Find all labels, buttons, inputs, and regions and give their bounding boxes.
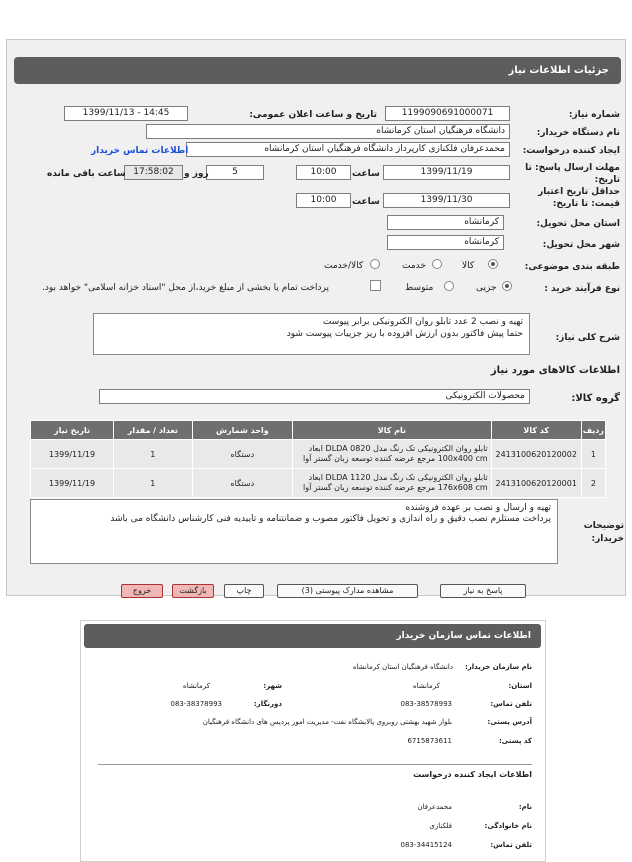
creator-name: محمدعرفان	[417, 803, 452, 811]
item-date: 1399/11/19	[31, 469, 114, 498]
process-partial-label: جزیی	[476, 283, 497, 293]
treasury-payment-note: پرداخت تمام یا بخشی از مبلغ خرید،از محل "اسناد خزانه اسلامی" خواهد بود.	[42, 283, 330, 293]
contact-postal: 6715873611	[407, 737, 452, 745]
category-service-label: خدمت	[402, 261, 426, 271]
validity-label: حداقل تاریخ اعتبار قیمت: تا تاریخ:	[538, 187, 620, 209]
deadline-label: مهلت ارسال پاسخ: تا تاریخ:	[525, 163, 620, 185]
col-code: کد کالا	[491, 421, 581, 440]
creator-label: ایجاد کننده درخواست:	[522, 146, 620, 156]
col-date: تاریخ نیاز	[31, 421, 114, 440]
contact-card-title: اطلاعات تماس سازمان خریدار	[84, 624, 541, 648]
contact-org-label: نام سازمان خریدار:	[464, 663, 532, 671]
table-row	[31, 440, 606, 469]
contact-address-label: آدرس پستی:	[487, 718, 532, 726]
validity-time-label: ساعت	[352, 197, 380, 207]
validity-time-field: 10:00	[296, 193, 351, 208]
days-label: روز و	[184, 169, 209, 179]
attachments-button[interactable]: مشاهده مدارک پیوستی (3)	[277, 584, 418, 598]
creator-name-label: نام:	[518, 803, 532, 811]
items-table-header	[31, 421, 606, 440]
process-medium-radio[interactable]	[444, 281, 454, 291]
contact-fax: 083-38378993	[170, 700, 222, 708]
summary-line-1: تهیه و نصب 2 عدد تابلو روان الکترونیکی برابر پیوست	[322, 317, 523, 327]
item-name-line-2: 100x400 cm مرجع عرضه کننده توسعه زبان گستر آوا	[303, 454, 488, 463]
province-label: استان محل تحویل:	[536, 219, 620, 229]
col-row: ردیف	[581, 421, 605, 440]
reply-button[interactable]: پاسخ به نیاز	[440, 584, 526, 598]
announce-field: 1399/11/13 - 14:45	[64, 106, 188, 121]
back-button[interactable]: بازگشت	[172, 584, 214, 598]
item-code: 2413100620120002	[491, 440, 581, 469]
buyer-org-label: نام دستگاه خریدار:	[536, 128, 620, 138]
category-both-radio[interactable]	[370, 259, 380, 269]
category-goods-radio[interactable]	[488, 259, 498, 269]
process-label: نوع فرآیند خرید :	[544, 284, 620, 294]
deadline-time-label: ساعت	[352, 169, 380, 179]
contact-province: کرمانشاه	[412, 682, 440, 690]
summary-line-2: حتما پیش فاکتور بدون ارزش افزوده با ریز جزییات پیوست شود	[286, 329, 523, 339]
category-both-label: کالا/خدمت	[324, 261, 364, 271]
contact-province-label: استان:	[508, 682, 532, 690]
item-code: 2413100620120001	[491, 469, 581, 498]
item-name-line-2: 176x608 cm مرجع عرضه کننده توسعه زبان گستر آوا	[303, 483, 488, 492]
announce-label: تاریخ و ساعت اعلان عمومی:	[249, 110, 377, 120]
item-unit: دستگاه	[192, 469, 292, 498]
contact-org: دانشگاه فرهنگیان استان کرمانشاه	[352, 663, 453, 671]
item-unit: دستگاه	[192, 440, 292, 469]
deadline-date-field: 1399/11/19	[383, 165, 510, 180]
category-label: طبقه بندی موضوعی:	[524, 262, 620, 272]
contact-city-label: شهر:	[263, 682, 282, 690]
province-field: کرمانشاه	[387, 215, 504, 230]
buyer-contact-link[interactable]: اطلاعات تماس خریدار	[91, 146, 189, 156]
city-field: کرمانشاه	[387, 235, 504, 250]
items-table	[30, 420, 606, 498]
category-service-radio[interactable]	[432, 259, 442, 269]
need-number-field: 1199090691000071	[385, 106, 510, 121]
deadline-time-field: 10:00	[296, 165, 351, 180]
contact-fax-label: دورنگار:	[253, 700, 282, 708]
summary-box	[93, 313, 530, 355]
creator-family: فلکنازی	[429, 822, 452, 830]
city-label: شهر محل تحویل:	[542, 240, 620, 250]
contact-address: بلوار شهید بهشتی روبروی پالایشگاه نفت- مدیریت امور پردیس های دانشگاه فرهنگیان	[202, 718, 452, 726]
remaining-time-field: 17:58:02	[124, 165, 183, 180]
item-name-line-1: تابلو روان الکترونیکی تک رنگ مدل DLDA 1120 ابعاد	[308, 473, 488, 482]
contact-city: کرمانشاه	[182, 682, 210, 690]
buyer-notes-line-1: تهیه و ارسال و نصب بر عهده فروشنده	[405, 503, 551, 513]
col-unit: واحد شمارش	[192, 421, 292, 440]
buyer-notes-box	[30, 499, 558, 564]
buyer-org-field: دانشگاه فرهنگیان استان کرمانشاه	[146, 124, 510, 139]
item-name-line-1: تابلو روان الکترونیکی تک رنگ مدل DLDA 0820 ابعاد	[308, 444, 488, 453]
exit-button[interactable]: خروج	[121, 584, 163, 598]
goods-group-field: محصولات الکترونیکی	[99, 389, 530, 404]
item-name	[293, 469, 492, 498]
table-row	[31, 469, 606, 498]
row-number: 2	[581, 469, 605, 498]
goods-group-label: گروه کالا:	[571, 393, 620, 404]
treasury-payment-checkbox[interactable]	[370, 280, 381, 291]
contact-phone: 083-38578993	[400, 700, 452, 708]
contact-divider	[98, 764, 532, 765]
validity-date-field: 1399/11/30	[383, 193, 510, 208]
contact-postal-label: کد پستی:	[498, 737, 532, 745]
contact-card	[80, 620, 546, 862]
item-qty: 1	[114, 469, 193, 498]
contact-phone-label: تلفن تماس:	[490, 700, 532, 708]
summary-label: شرح کلی نیاز:	[555, 333, 620, 343]
item-date: 1399/11/19	[31, 440, 114, 469]
goods-info-title: اطلاعات کالاهای مورد نیاز	[490, 365, 620, 376]
need-number-label: شماره نیاز:	[568, 110, 620, 120]
item-name	[293, 440, 492, 469]
row-number: 1	[581, 440, 605, 469]
process-medium-label: متوسط	[405, 283, 434, 293]
creator-family-label: نام خانوادگی:	[484, 822, 532, 830]
creator-info-title: اطلاعات ایجاد کننده درخواست	[413, 770, 532, 779]
category-goods-label: کالا	[462, 261, 475, 271]
item-qty: 1	[114, 440, 193, 469]
print-button[interactable]: چاپ	[224, 584, 264, 598]
col-name: نام کالا	[293, 421, 492, 440]
col-qty: تعداد / مقدار	[114, 421, 193, 440]
process-partial-radio[interactable]	[502, 281, 512, 291]
remaining-label: ساعت باقی مانده	[47, 169, 126, 179]
page-title: جزئیات اطلاعات نیاز	[14, 57, 621, 84]
creator-field: محمدعرفان فلکنازی کارپرداز دانشگاه فرهنگیان استان کرمانشاه	[186, 142, 510, 157]
creator-phone: 083-34415124	[400, 841, 452, 849]
days-field: 5	[206, 165, 264, 180]
buyer-notes-label: توضیحات خریدار:	[583, 521, 624, 544]
creator-phone-label: تلفن تماس:	[490, 841, 532, 849]
buyer-notes-line-2: پرداخت مستلزم نصب دقیق و راه اندازی و تحویل فاکتور مصوب و ضمانتنامه و تاییدیه فنی کارشناس دانشگاه می باشد	[110, 514, 551, 524]
